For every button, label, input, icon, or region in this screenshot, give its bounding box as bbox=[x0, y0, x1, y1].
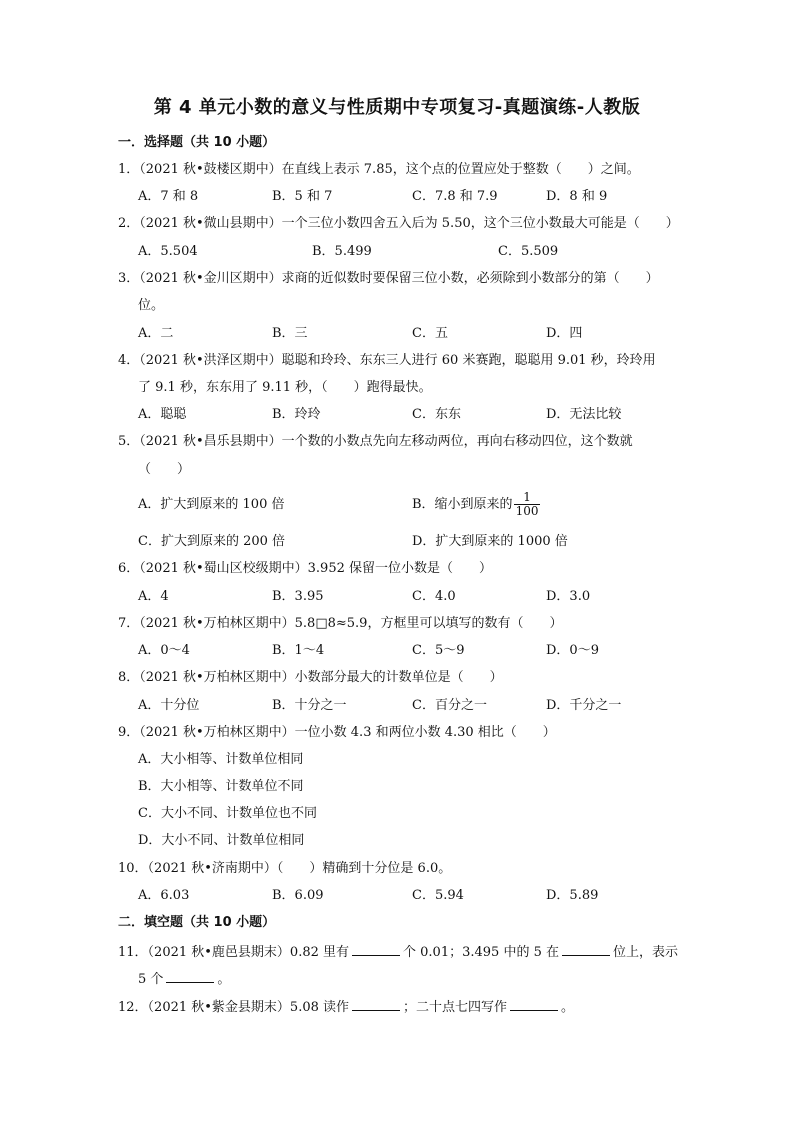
q5-option-b-fraction bbox=[514, 491, 541, 518]
q12-text-3: 。 bbox=[561, 1000, 575, 1015]
q7-option-c: C．5～9 bbox=[412, 643, 465, 658]
page-title: 第 4 单元小数的意义与性质期中专项复习-真题演练-人教版 bbox=[153, 97, 641, 118]
q3-option-b: B．三 bbox=[272, 326, 308, 341]
question-10: 10．（2021 秋•济南期中）（ ）精确到十分位是 6.0。 bbox=[118, 861, 452, 876]
q5-option-c: C．扩大到原来的 200 倍 bbox=[138, 534, 286, 549]
question-7: 7．（2021 秋•万柏林区期中）5.8□8≈5.9，方框里可以填写的数有（ ） bbox=[118, 616, 563, 631]
q11-text-1: 11．（2021 秋•鹿邑县期末）0.82 里有 bbox=[118, 945, 350, 960]
question-4-line-2: 了 9.1 秒，东东用了 9.11 秒，（ ）跑得最快。 bbox=[138, 380, 432, 395]
fraction-numerator: 1 bbox=[514, 491, 541, 505]
q4-option-a: A．聪聪 bbox=[138, 407, 187, 422]
question-1: 1．（2021 秋•鼓楼区期中）在直线上表示 7.85，这个点的位置应处于整数（ ）之间。 bbox=[118, 162, 640, 177]
q1-option-c: C．7.8 和 7.9 bbox=[412, 189, 498, 204]
q11-text-3: 位上，表示 bbox=[612, 945, 678, 960]
answer-blank[interactable] bbox=[510, 997, 558, 1011]
q3-option-c: C．五 bbox=[412, 326, 448, 341]
q10-option-d: D．5.89 bbox=[546, 888, 599, 903]
answer-blank[interactable] bbox=[562, 942, 610, 956]
q11-text-2: 个 0.01；3.495 中的 5 在 bbox=[403, 945, 559, 960]
question-4-line-1: 4．（2021 秋•洪泽区期中）聪聪和玲玲、东东三人进行 60 米赛跑，聪聪用 9.01 秒，玲玲用 bbox=[118, 353, 656, 368]
q11-text-4: 5 个 bbox=[138, 972, 164, 987]
q6-option-a: A．4 bbox=[138, 589, 169, 604]
question-12 bbox=[118, 997, 574, 1017]
question-3-line-1: 3．（2021 秋•金川区期中）求商的近似数时要保留三位小数，必须除到小数部分的第（ ） bbox=[118, 271, 659, 286]
question-5-line-2: （ ） bbox=[138, 462, 191, 477]
q2-option-b: B．5.499 bbox=[312, 244, 372, 259]
q2-option-a: A．5.504 bbox=[138, 244, 198, 259]
q10-option-c: C．5.94 bbox=[412, 888, 464, 903]
q6-option-d: D．3.0 bbox=[546, 589, 591, 604]
q5-option-b bbox=[412, 488, 540, 522]
q3-option-a: A．二 bbox=[138, 326, 174, 341]
q4-option-c: C．东东 bbox=[412, 407, 461, 422]
q8-option-d: D．千分之一 bbox=[546, 698, 622, 713]
q8-option-b: B．十分之一 bbox=[272, 698, 347, 713]
q1-option-d: D．8 和 9 bbox=[546, 189, 608, 204]
question-9: 9．（2021 秋•万柏林区期中）一位小数 4.3 和两位小数 4.30 相比（ ） bbox=[118, 725, 556, 740]
q6-option-b: B．3.95 bbox=[272, 589, 324, 604]
q4-option-b: B．玲玲 bbox=[272, 407, 321, 422]
fraction-denominator: 100 bbox=[515, 504, 539, 518]
q5-option-a: A．扩大到原来的 100 倍 bbox=[138, 497, 285, 512]
q6-option-c: C．4.0 bbox=[412, 589, 456, 604]
q9-option-a: A．大小相等、计数单位相同 bbox=[138, 752, 304, 767]
q9-option-c: C．大小不同、计数单位也不同 bbox=[138, 806, 317, 821]
question-6: 6．（2021 秋•蜀山区校级期中）3.952 保留一位小数是（ ） bbox=[118, 561, 493, 576]
q7-option-a: A．0～4 bbox=[138, 643, 190, 658]
q3-option-d: D．四 bbox=[546, 326, 583, 341]
question-3-line-2: 位。 bbox=[138, 298, 165, 313]
q12-text-2: ；二十点七四写作 bbox=[403, 1000, 508, 1015]
question-11-line-1 bbox=[118, 942, 678, 962]
question-5-line-1: 5．（2021 秋•昌乐县期中）一个数的小数点先向左移动两位，再向右移动四位，这个数就 bbox=[118, 434, 633, 449]
q8-option-c: C．百分之一 bbox=[412, 698, 487, 713]
answer-blank[interactable] bbox=[166, 969, 214, 983]
section-heading-fill: 二．填空题（共 10 小题） bbox=[118, 915, 276, 930]
q7-option-d: D．0～9 bbox=[546, 643, 599, 658]
q10-option-a: A．6.03 bbox=[138, 888, 190, 903]
question-11-line-2 bbox=[138, 969, 230, 989]
answer-blank[interactable] bbox=[352, 942, 400, 956]
answer-blank[interactable] bbox=[352, 997, 400, 1011]
q1-option-b: B．5 和 7 bbox=[272, 189, 333, 204]
section-heading-choice: 一．选择题（共 10 小题） bbox=[118, 135, 276, 150]
q1-option-a: A．7 和 8 bbox=[138, 189, 199, 204]
q2-option-c: C．5.509 bbox=[498, 244, 559, 259]
q7-option-b: B．1～4 bbox=[272, 643, 325, 658]
q8-option-a: A．十分位 bbox=[138, 698, 200, 713]
question-2: 2．（2021 秋•微山县期中）一个三位小数四舍五入后为 5.50，这个三位小数最大可能是（ ） bbox=[118, 216, 679, 231]
question-8: 8．（2021 秋•万柏林区期中）小数部分最大的计数单位是（ ） bbox=[118, 670, 503, 685]
q5-option-b-label: B．缩小到原来的 bbox=[412, 497, 513, 512]
q5-option-d: D．扩大到原来的 1000 倍 bbox=[412, 534, 568, 549]
q9-option-d: D．大小不同、计数单位相同 bbox=[138, 833, 305, 848]
q9-option-b: B．大小相等、计数单位不同 bbox=[138, 779, 304, 794]
q12-text-1: 12．（2021 秋•紫金县期末）5.08 读作 bbox=[118, 1000, 350, 1015]
q11-text-5: 。 bbox=[217, 972, 231, 987]
q4-option-d: D．无法比较 bbox=[546, 407, 622, 422]
q10-option-b: B．6.09 bbox=[272, 888, 324, 903]
